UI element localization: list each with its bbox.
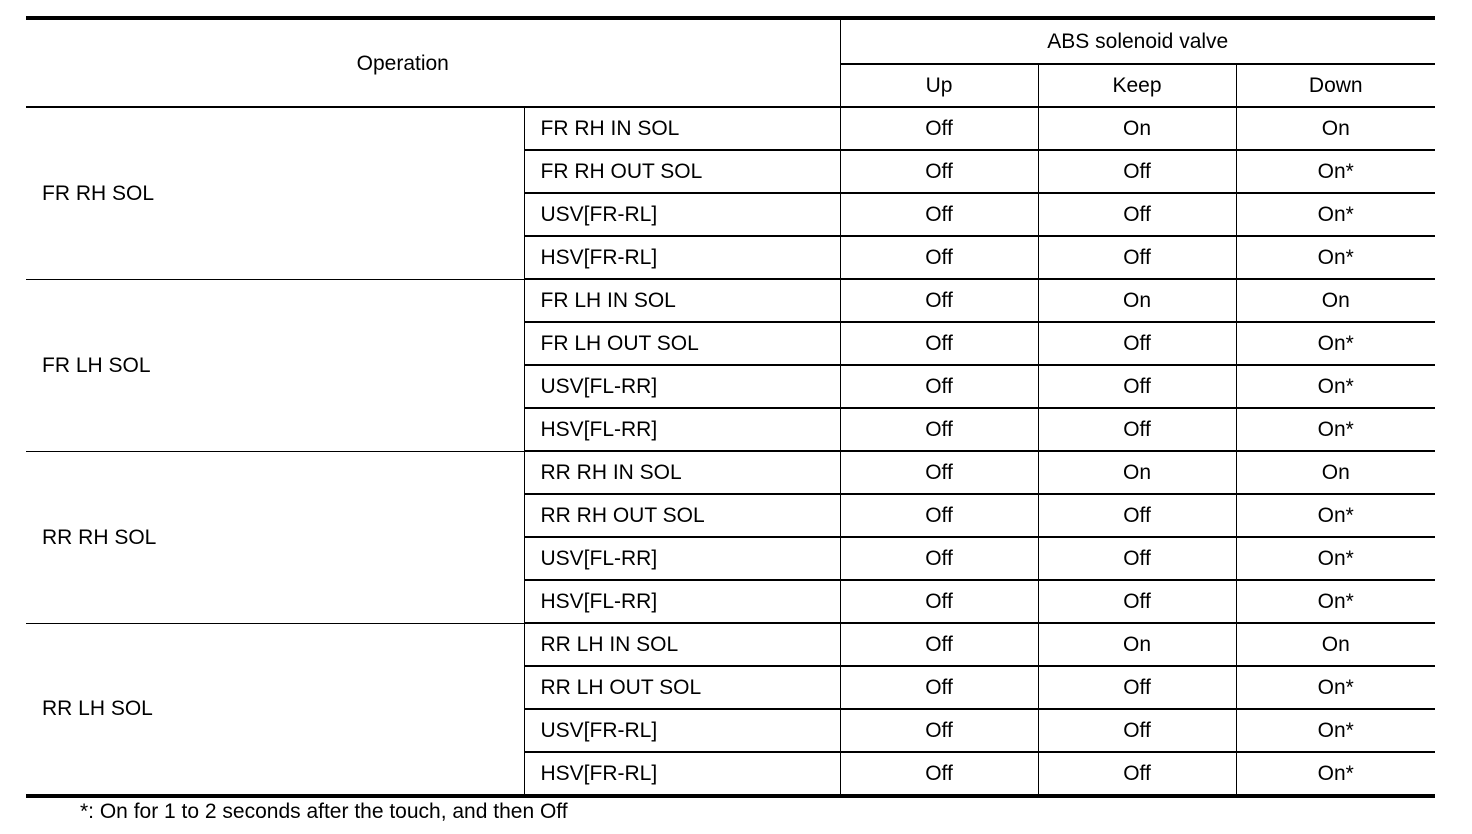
down-value-cell: On: [1236, 451, 1435, 494]
down-value-cell: On*: [1236, 408, 1435, 451]
up-value-cell: Off: [840, 408, 1038, 451]
keep-value-cell: On: [1038, 107, 1236, 150]
solenoid-name-cell: FR RH IN SOL: [524, 107, 840, 150]
operation-group-label: RR LH SOL: [26, 623, 524, 796]
keep-value-cell: Off: [1038, 322, 1236, 365]
solenoid-name-cell: RR LH OUT SOL: [524, 666, 840, 709]
keep-value-cell: Off: [1038, 709, 1236, 752]
down-value-cell: On*: [1236, 322, 1435, 365]
down-value-cell: On*: [1236, 709, 1435, 752]
solenoid-name-cell: USV[FR-RL]: [524, 709, 840, 752]
operation-group-label: RR RH SOL: [26, 451, 524, 623]
table-body: [26, 107, 1435, 796]
down-value-cell: On*: [1236, 580, 1435, 623]
up-value-cell: Off: [840, 494, 1038, 537]
column-header-keep: Keep: [1038, 64, 1236, 107]
operation-group-label: FR RH SOL: [26, 107, 524, 279]
table-row: [26, 279, 1435, 322]
up-value-cell: Off: [840, 365, 1038, 408]
down-value-cell: On: [1236, 279, 1435, 322]
table-row: [26, 107, 1435, 150]
header-row: [26, 18, 1435, 64]
down-value-cell: On*: [1236, 752, 1435, 796]
up-value-cell: Off: [840, 150, 1038, 193]
keep-value-cell: Off: [1038, 408, 1236, 451]
column-header-down: Down: [1236, 64, 1435, 107]
abs-solenoid-valve-table: [26, 16, 1435, 798]
keep-value-cell: On: [1038, 279, 1236, 322]
solenoid-name-cell: HSV[FL-RR]: [524, 408, 840, 451]
solenoid-name-cell: USV[FR-RL]: [524, 193, 840, 236]
column-header-up: Up: [840, 64, 1038, 107]
up-value-cell: Off: [840, 322, 1038, 365]
up-value-cell: Off: [840, 580, 1038, 623]
up-value-cell: Off: [840, 537, 1038, 580]
down-value-cell: On*: [1236, 236, 1435, 279]
solenoid-name-cell: RR LH IN SOL: [524, 623, 840, 666]
table-header: [26, 18, 1435, 107]
solenoid-name-cell: HSV[FL-RR]: [524, 580, 840, 623]
solenoid-name-cell: HSV[FR-RL]: [524, 236, 840, 279]
keep-value-cell: Off: [1038, 666, 1236, 709]
keep-value-cell: On: [1038, 623, 1236, 666]
keep-value-cell: Off: [1038, 365, 1236, 408]
solenoid-name-cell: RR RH IN SOL: [524, 451, 840, 494]
operation-header: Operation: [26, 18, 840, 107]
solenoid-name-cell: FR LH OUT SOL: [524, 322, 840, 365]
keep-value-cell: Off: [1038, 752, 1236, 796]
solenoid-name-cell: USV[FL-RR]: [524, 537, 840, 580]
solenoid-name-cell: FR LH IN SOL: [524, 279, 840, 322]
up-value-cell: Off: [840, 752, 1038, 796]
table-row: [26, 623, 1435, 666]
keep-value-cell: Off: [1038, 150, 1236, 193]
keep-value-cell: Off: [1038, 580, 1236, 623]
up-value-cell: Off: [840, 709, 1038, 752]
down-value-cell: On*: [1236, 193, 1435, 236]
down-value-cell: On*: [1236, 365, 1435, 408]
solenoid-name-cell: HSV[FR-RL]: [524, 752, 840, 796]
up-value-cell: Off: [840, 279, 1038, 322]
operation-group-label: FR LH SOL: [26, 279, 524, 451]
down-value-cell: On*: [1236, 494, 1435, 537]
abs-solenoid-valve-header: ABS solenoid valve: [840, 18, 1435, 64]
table-row: [26, 451, 1435, 494]
keep-value-cell: On: [1038, 451, 1236, 494]
keep-value-cell: Off: [1038, 193, 1236, 236]
keep-value-cell: Off: [1038, 236, 1236, 279]
down-value-cell: On: [1236, 107, 1435, 150]
solenoid-name-cell: USV[FL-RR]: [524, 365, 840, 408]
keep-value-cell: Off: [1038, 494, 1236, 537]
footnote: *: On for 1 to 2 seconds after the touch, and then Off: [80, 800, 568, 823]
down-value-cell: On*: [1236, 666, 1435, 709]
up-value-cell: Off: [840, 193, 1038, 236]
down-value-cell: On*: [1236, 150, 1435, 193]
up-value-cell: Off: [840, 451, 1038, 494]
solenoid-name-cell: FR RH OUT SOL: [524, 150, 840, 193]
up-value-cell: Off: [840, 623, 1038, 666]
up-value-cell: Off: [840, 666, 1038, 709]
down-value-cell: On*: [1236, 537, 1435, 580]
keep-value-cell: Off: [1038, 537, 1236, 580]
up-value-cell: Off: [840, 236, 1038, 279]
down-value-cell: On: [1236, 623, 1435, 666]
up-value-cell: Off: [840, 107, 1038, 150]
solenoid-name-cell: RR RH OUT SOL: [524, 494, 840, 537]
